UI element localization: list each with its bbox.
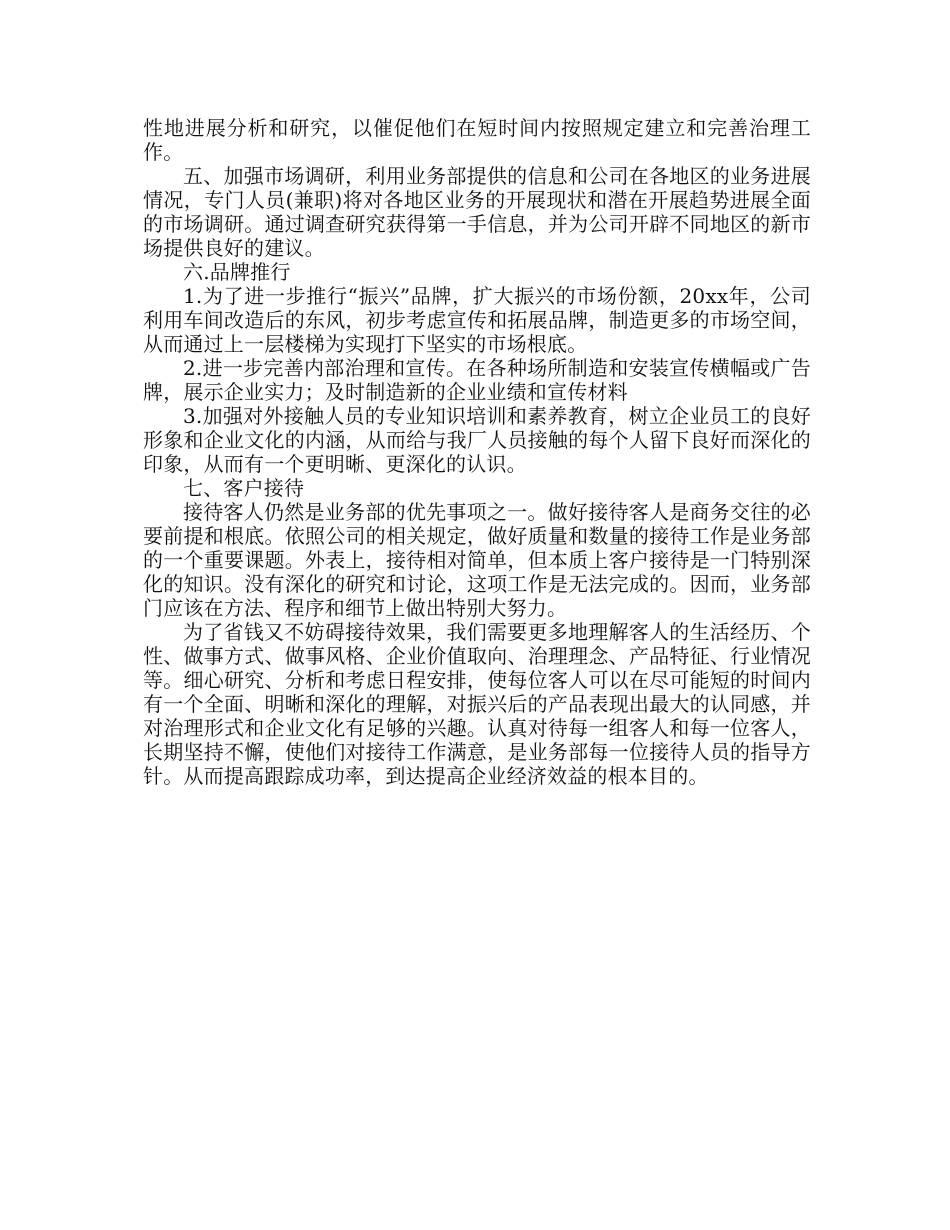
paragraph-reception-priority: 接待客人仍然是业务部的优先事项之一。做好接待客人是商务交往的必要前提和根底。依照公司的相关规定，做好质量和数量的接待工作是业务部的一个重要课题。外表上，接待相对简单，但本质上客户接待是一门特别深化的知识。没有深化的研究和讨论，这项工作是无法完成的。因而，业务部门应该在方法、程序和细节上做出特别大努力。 bbox=[143, 500, 811, 620]
paragraph-reception-guidelines: 为了省钱又不妨碍接待效果，我们需要更多地理解客人的生活经历、个性、做事方式、做事风格、企业价值取向、治理理念、产品特征、行业情况等。细心研究、分析和考虑日程安排，使每位客人可以在尽可能短的时间内有一个全面、明晰和深化的理解，对振兴后的产品表现出最大的认同感，并对治理形式和企业文化有足够的兴趣。认真对待每一组客人和每一位客人，长期坚持不懈，使他们对接待工作满意，是业务部每一位接待人员的指导方针。从而提高跟踪成功率，到达提高企业经济效益的根本目的。 bbox=[143, 620, 811, 788]
document-body bbox=[143, 116, 811, 788]
heading-customer-reception: 七、客户接待 bbox=[183, 476, 305, 500]
heading-brand-promotion: 六.品牌推行 bbox=[183, 260, 291, 284]
paragraph-governance-continuation: 性地进展分析和研究，以催促他们在短时间内按照规定建立和完善治理工作。 bbox=[143, 116, 811, 164]
paragraph-brand-item-2: 2.进一步完善内部治理和宣传。在各种场所制造和安装宣传横幅或广告牌，展示企业实力；及时制造新的企业业绩和宣传材料 bbox=[143, 356, 811, 404]
paragraph-market-research: 五、加强市场调研，利用业务部提供的信息和公司在各地区的业务进展情况，专门人员(兼职)将对各地区业务的开展现状和潜在开展趋势进展全面的市场调研。通过调查研究获得第一手信息，并为公司开辟不同地区的新市场提供良好的建议。 bbox=[143, 164, 811, 260]
paragraph-brand-item-1: 1.为了进一步推行“振兴”品牌，扩大振兴的市场份额，20xx年，公司利用车间改造后的东风，初步考虑宣传和拓展品牌，制造更多的市场空间，从而通过上一层楼梯为实现打下坚实的市场根底。 bbox=[143, 284, 811, 356]
paragraph-brand-item-3: 3.加强对外接触人员的专业知识培训和素养教育，树立企业员工的良好形象和企业文化的内涵，从而给与我厂人员接触的每个人留下良好而深化的印象，从而有一个更明晰、更深化的认识。 bbox=[143, 404, 811, 476]
